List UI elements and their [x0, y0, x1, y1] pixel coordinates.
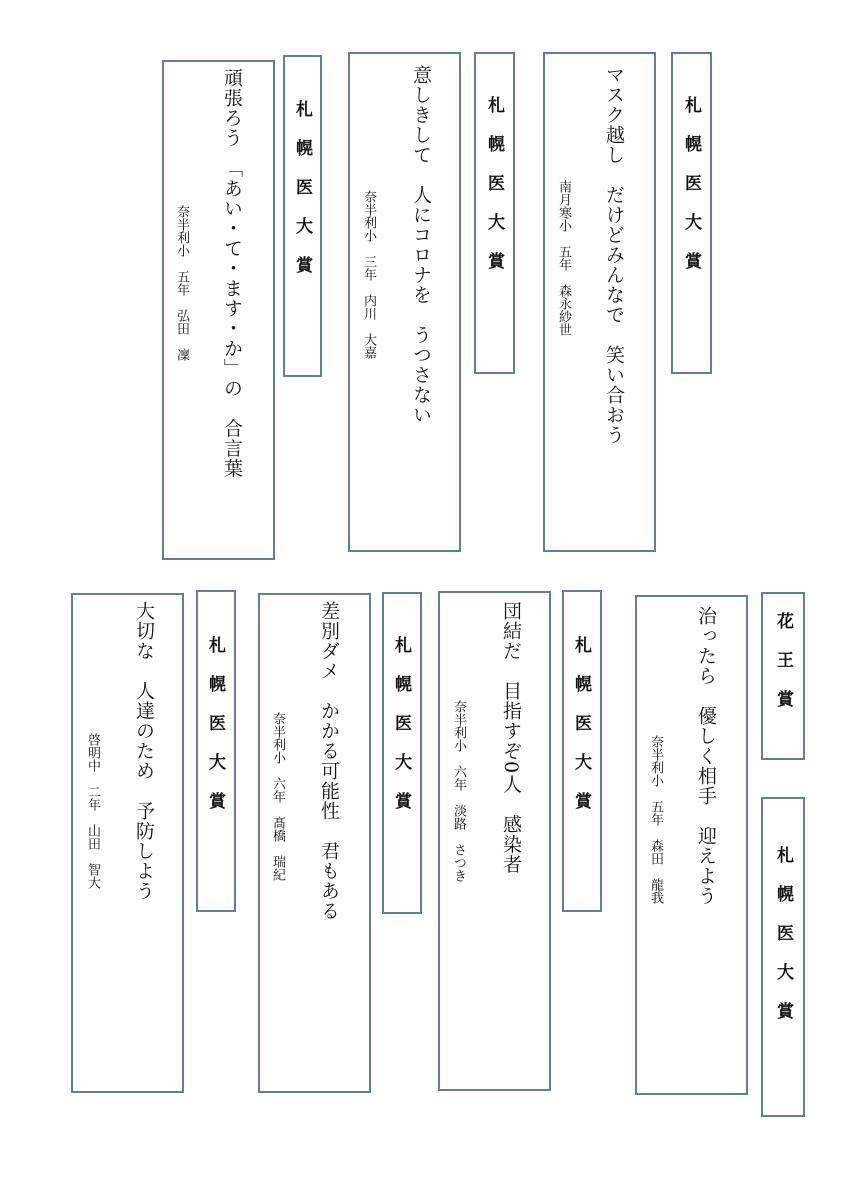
award-label: 花王賞: [773, 612, 793, 729]
slogan-text: マスク越し だけどみんなで 笑い合おう: [603, 65, 625, 445]
award-label: 札幌医大賞: [292, 100, 312, 295]
award-label: 札幌医大賞: [391, 636, 411, 831]
award-label-2: 札幌医大賞: [773, 846, 793, 1041]
author-text: 奈半利小 六年 髙橋 瑞紀: [270, 712, 285, 881]
author-text: 啓明中 二年 山田 智大: [85, 733, 100, 889]
award-label: 札幌医大賞: [484, 96, 504, 291]
award-label: 札幌医大賞: [681, 96, 701, 291]
award-label: 札幌医大賞: [571, 636, 591, 831]
slogan-text: 差別ダメ かかる可能性 君もある: [318, 601, 340, 921]
slogan-text: 大切な 人達のため 予防しよう: [133, 601, 155, 901]
slogan-text: 団結だ 目指すぞ0人 感染者: [500, 601, 522, 875]
slogan-text: 頑張ろう 「あい・て・ます・か」の 合言葉: [221, 68, 243, 479]
slogan-text: 意しきして 人にコロナを うつさない: [410, 65, 432, 425]
slogan-text: 治ったら 優しく相手 迎えよう: [695, 606, 717, 906]
author-text: 奈半利小 三年 内川 大嘉: [361, 190, 376, 359]
author-text: 奈半利小 五年 弘田 凜: [174, 205, 189, 361]
award-label: 札幌医大賞: [205, 636, 225, 831]
author-text: 南月寒小 五年 森永紗世: [556, 180, 571, 336]
author-text: 奈半利小 六年 淡路 さつき: [451, 700, 466, 882]
author-text: 奈半利小 五年 森田 龍我: [648, 735, 663, 904]
